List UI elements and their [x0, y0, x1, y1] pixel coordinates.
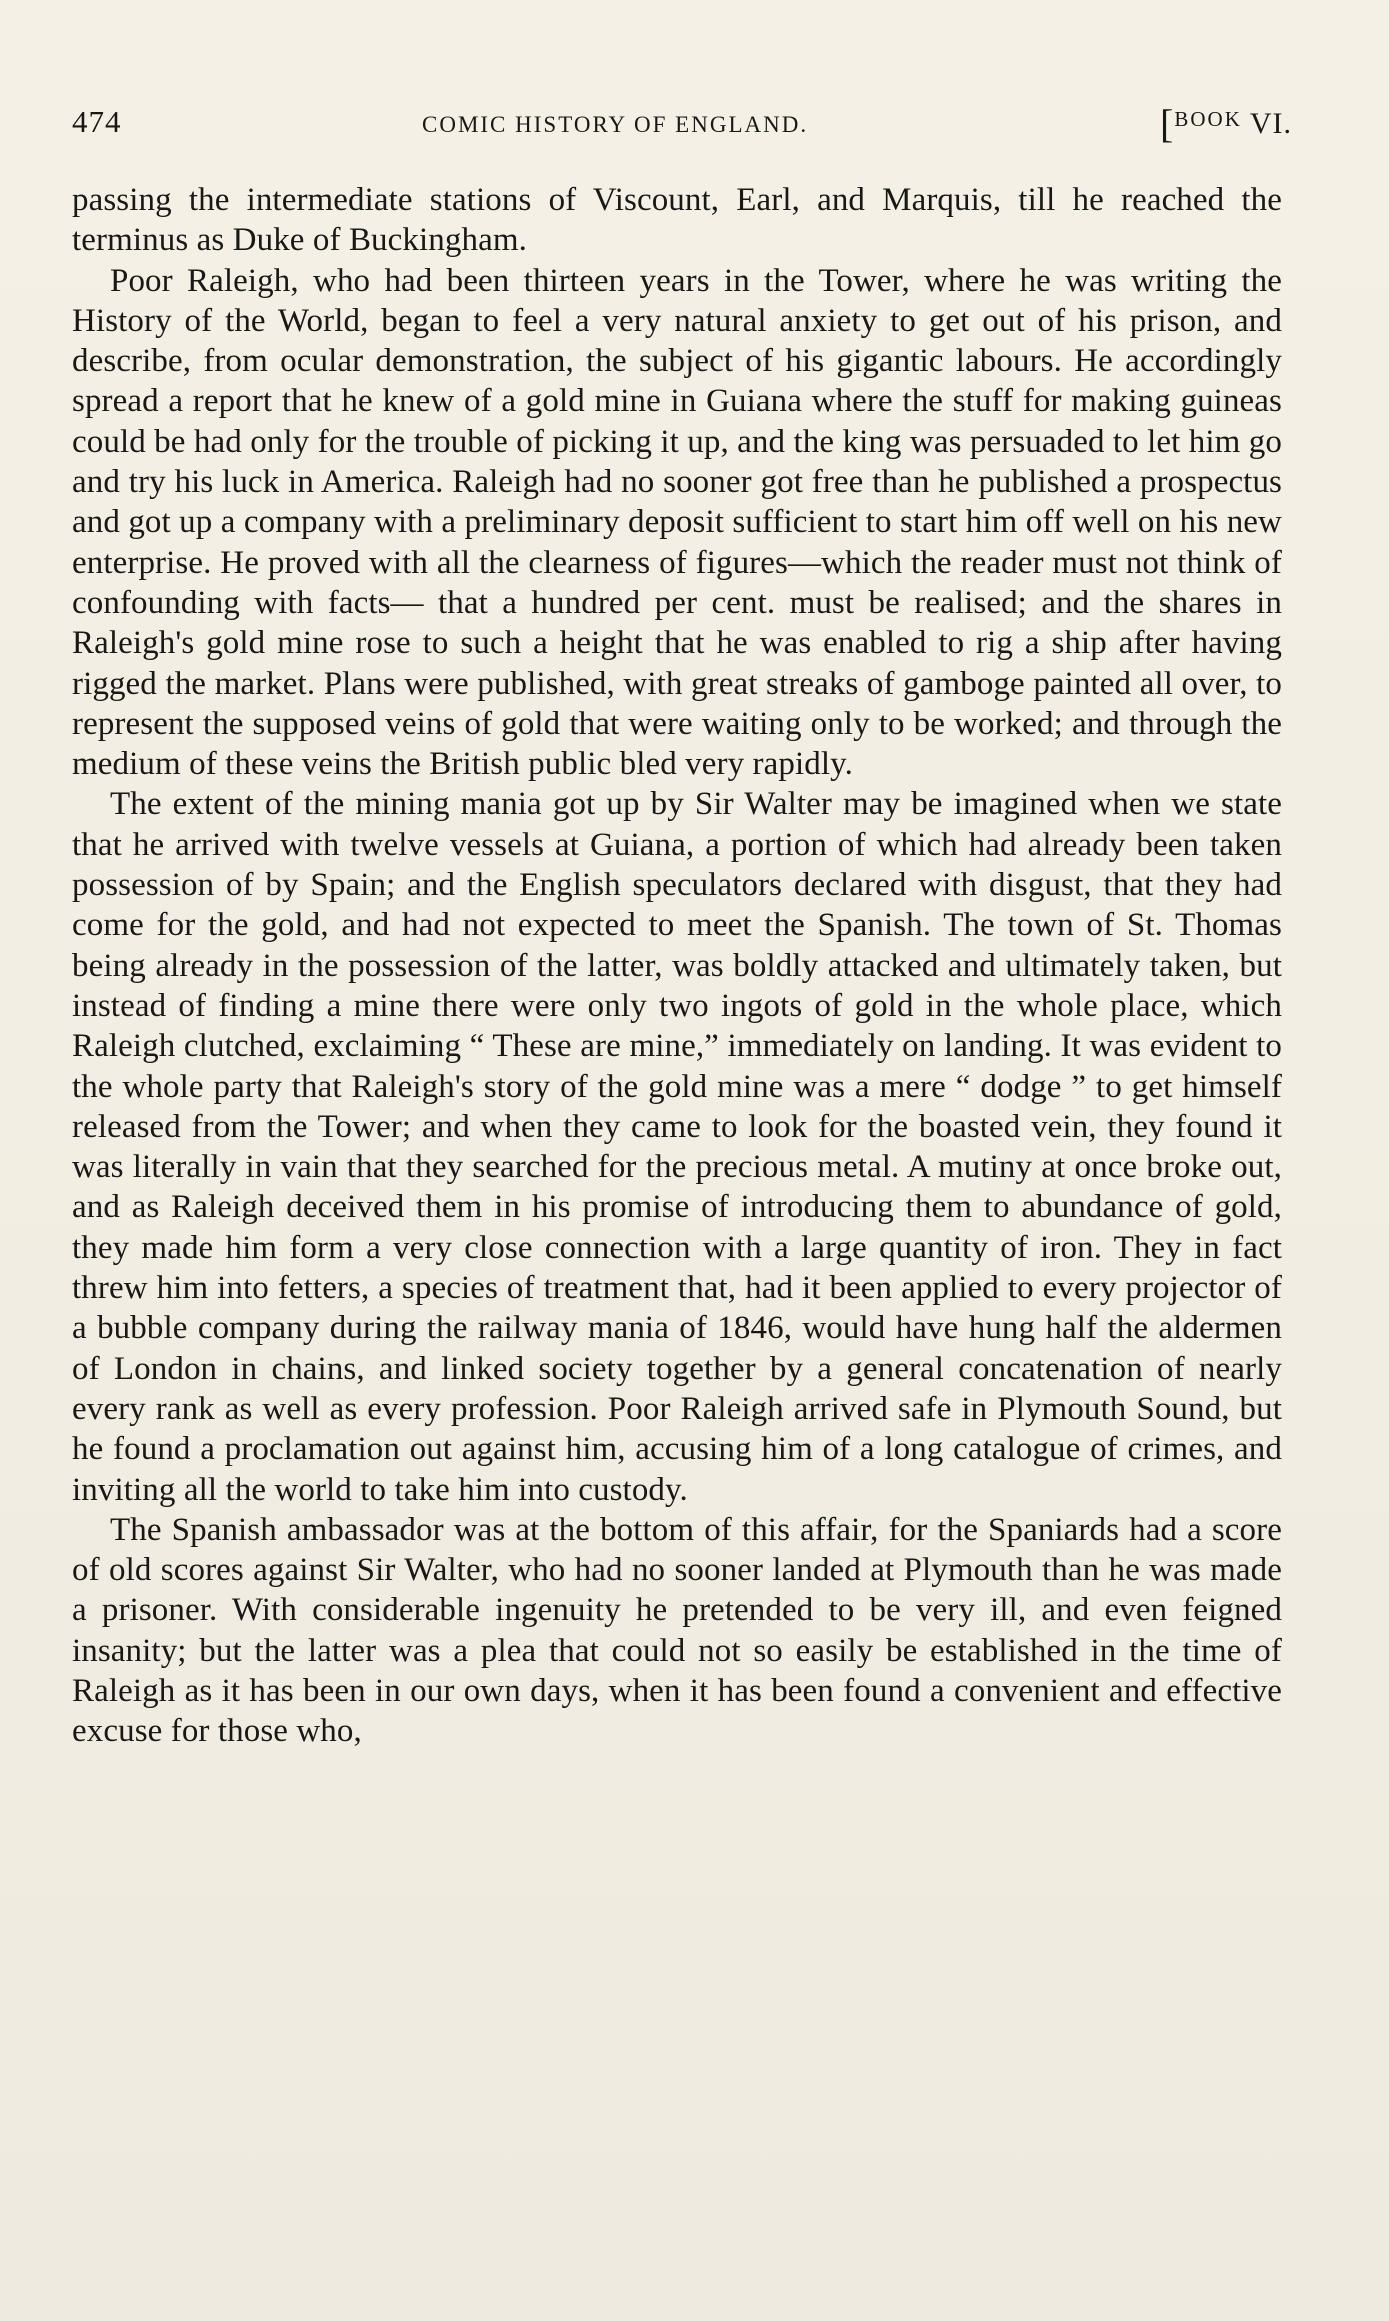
body-text [72, 180, 1282, 1752]
page-number: 474 [72, 104, 122, 139]
book-bracket: [ [1160, 101, 1175, 146]
page-header [72, 100, 1292, 150]
paragraph-mining-mania: The extent of the mining mania got up by Sir Walter may be imagined when we state that he arrived with twelve vessels at Guiana, a portion of which had already been taken possession of by Spain; and the English speculators declared with disgust, that they had come for the gold, and had not expected to meet the Spanish. The town of St. Thomas being already in the possession of the latter, was boldly attacked and ultimately taken, but instead of finding a mine there were only two ingots of gold in the whole place, which Raleigh clutched, exclaiming “ These are mine,” immediately on landing. It was evident to the whole party that Raleigh's story of the gold mine was a mere “ dodge ” to get himself released from the Tower; and when they came to look for the boasted vein, they found it was literally in vain that they searched for the precious metal. A mutiny at once broke out, and as Raleigh deceived them in his promise of introducing them to abundance of gold, they made him form a very close connection with a large quantity of iron. They in fact threw him into fetters, a species of treatment that, had it been applied to every projector of a bubble company during the railway mania of 1846, would have hung half the aldermen of London in chains, and linked society together by a general concatenation of nearly every rank as well as every profession. Poor Raleigh arrived safe in Plymouth Sound, but he found a proclamation out against him, accusing him of a long catalogue of crimes, and inviting all the world to take him into custody. [72, 786, 1282, 1508]
book-label: BOOK [1174, 107, 1242, 131]
paragraph-raleigh-tower: Poor Raleigh, who had been thirteen years in the Tower, where he was writing the History of the World, began to feel a very natural anxiety to get out of his prison, and describe, from ocular demonstration, the subject of his gigantic labours. He accordingly spread a report that he knew of a gold mine in Guiana where the stuff for making guineas could be had only for the trouble of picking it up, and the king was persuaded to let him go and try his luck in America. Raleigh had no sooner got free than he published a prospectus and got up a company with a preliminary deposit sufficient to start him off well on his new enterprise. He proved with all the clearness of figures—which the reader must not think of confounding with facts— that a hundred per cent. must be realised; and the shares in Raleigh's gold mine rose to such a height that he was enabled to rig a ship after having rigged the market. Plans were published, with great streaks of gamboge painted all over, to represent the supposed veins of gold that were waiting only to be worked; and through the medium of these veins the British public bled very rapidly. [72, 262, 1282, 783]
paragraph-spanish-ambassador: The Spanish ambassador was at the bottom of this affair, for the Spaniards had a score of old scores against Sir Walter, who had no sooner landed at Plymouth than he was made a prisoner. With considerable ingenuity he pretended to be very ill, and even feigned insanity; but the latter was a plea that could not so easily be established in the time of Raleigh as it has been in our own days, when it has been found a convenient and effective excuse for those who, [72, 1511, 1282, 1750]
paragraph-continuation: passing the intermediate stations of Viscount, Earl, and Marquis, till he reached the terminus as Duke of Buckingham. [72, 182, 1282, 259]
running-title: COMIC HISTORY OF ENGLAND. [422, 112, 809, 137]
book-marker [1160, 100, 1292, 147]
book-number: VI. [1249, 107, 1292, 140]
